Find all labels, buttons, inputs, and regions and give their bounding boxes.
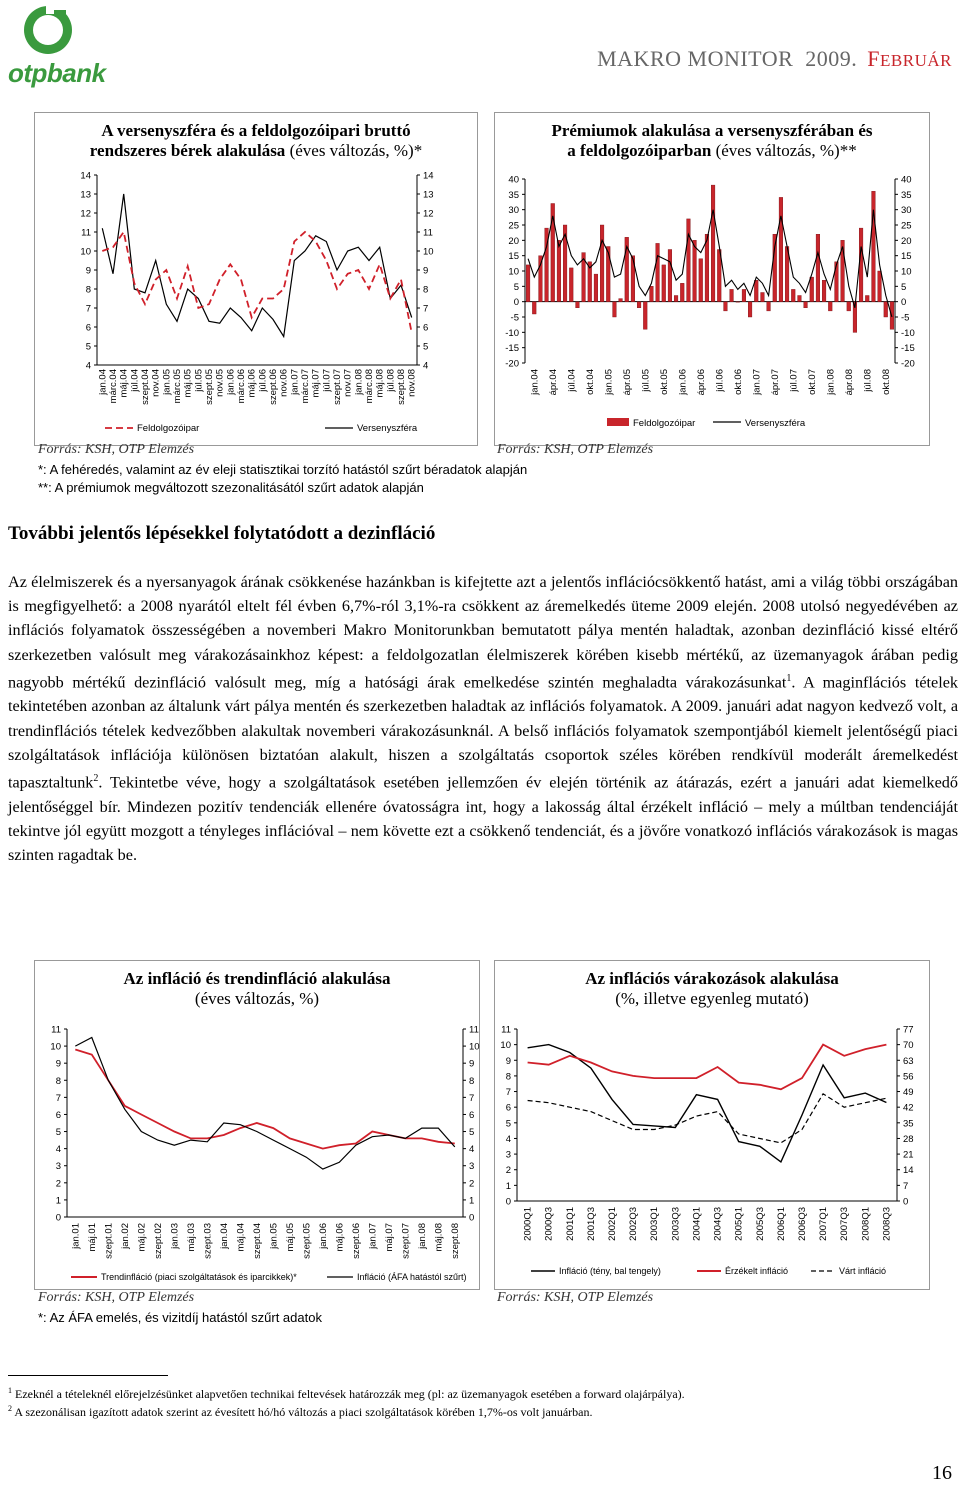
x-tick-label: szept.08 xyxy=(396,369,407,405)
y-tick-label-left: 11 xyxy=(81,227,91,239)
bar-feldolgozoipar xyxy=(693,240,697,301)
x-tick-label: márc.08 xyxy=(364,369,375,404)
otpbank-logo xyxy=(2,2,106,90)
bar-feldolgozoipar xyxy=(872,191,876,301)
footnote-1-text: Ezeknél a tételeknél előrejelzésünket alapvetően technikai feltevések határozzák meg (pl: az üzemanyagok esetében a forward olajárpálya). xyxy=(15,1387,685,1401)
y-tick-label-left: -15 xyxy=(505,343,519,355)
y-tick-label-left: 5 xyxy=(85,341,91,353)
x-tick-label: szept.03 xyxy=(202,1223,214,1259)
bar-feldolgozoipar xyxy=(742,289,746,301)
x-tick-label: júl.08 xyxy=(862,369,874,392)
x-tick-label: ápr.08 xyxy=(843,369,855,396)
y-tick-label-left: 14 xyxy=(80,170,91,182)
bar-feldolgozoipar xyxy=(878,271,882,302)
y-tick-label-right: -5 xyxy=(901,312,910,324)
x-tick-label: szept.04 xyxy=(251,1223,263,1259)
x-tick-label: 2002Q3 xyxy=(628,1207,640,1241)
y-tick-label-left: 0 xyxy=(55,1212,61,1224)
report-title xyxy=(597,46,952,72)
x-tick-label: jan.04 xyxy=(218,1223,230,1249)
x-tick-label: júl.05 xyxy=(640,369,652,392)
series-line-erzekelt-inflacio xyxy=(528,1045,887,1090)
x-tick-label: szept.06 xyxy=(350,1223,362,1259)
x-tick-label: máj.08 xyxy=(433,1223,445,1252)
report-month-cap: F xyxy=(867,46,881,71)
wages-chart-box xyxy=(34,112,478,446)
y-tick-label-right: 14 xyxy=(903,1165,914,1177)
paragraph-part-2: . A maginflációs tételek tekintetében azonban az általunk várt pálya mentén és szerkezetben haladtak az inflációs folyamatok. A 2009. januári adat nagyon kedvező volt, a trendinflációs tételek kedvezőbben alakultak novemberi várakozásunknál. A belső inflációs folyamatok szempontjából kiemelt jelentőségű piaci szolgáltatások inflációja különösen biztatóan alakult, hiszen a szolgáltatás csoportok széles körében rendkívül moderált áremelkedést tapasztaltunk xyxy=(8,673,958,792)
y-tick-label-right: 7 xyxy=(469,1092,475,1104)
y-tick-label-right: 40 xyxy=(901,174,912,186)
x-tick-label: júl.07 xyxy=(321,369,333,392)
x-tick-label: szept.05 xyxy=(204,369,215,405)
bar-feldolgozoipar xyxy=(637,302,641,308)
bar-feldolgozoipar xyxy=(748,302,752,317)
y-tick-label-left: 9 xyxy=(505,1055,511,1067)
y-tick-label-left: 9 xyxy=(85,265,91,277)
y-tick-label-right: 5 xyxy=(469,1127,475,1139)
expectations-title-line2: (%, illetve egyenleg mutató) xyxy=(615,989,809,1008)
paragraph-part-1: Az élelmiszerek és a nyersanyagok árának csökkenése hazánkban is kifejtette azt a jelentős inflációcsökkentő hatást, ami a világ többi országában is megfigyelhető: a 2008 nyarától eltelt fél évben 6,7%-ról 3,1%-ra csökkent az áremelkedés üteme 2009 elején. 2008 utolsó negyedévében az inflációs folyamatok összességében a novemberi Makro Monitorunkban bemutatott pálya mentén haladtak, azonban dezinfláció kissé eltérő szerkezetben valósult meg várakozásainkhoz képest: a feldolgozatlan élelmiszerek körében kisebb mértékű, az üzemanyagok árában pedig nagyobb mértékű dezinfláció valósult meg, míg a hatósági árak emelkedése szintén meghaladta várakozásunkat xyxy=(8,573,958,692)
y-tick-label-left: 10 xyxy=(80,246,91,258)
bar-feldolgozoipar xyxy=(619,299,623,302)
bar-feldolgozoipar xyxy=(810,277,814,302)
x-tick-label: nov.04 xyxy=(150,369,162,397)
inflation-title-line1: Az infláció és trendinfláció alakulása xyxy=(123,969,391,988)
x-tick-label: szept.07 xyxy=(400,1223,412,1259)
x-tick-label: szept.05 xyxy=(301,1223,313,1259)
x-tick-label: máj.02 xyxy=(136,1223,148,1252)
y-tick-label-left: 5 xyxy=(55,1127,61,1139)
y-tick-label-right: -10 xyxy=(901,327,915,339)
x-tick-label: máj.07 xyxy=(310,369,322,398)
x-tick-label: jan.05 xyxy=(603,369,615,395)
bar-feldolgozoipar xyxy=(884,302,888,317)
y-tick-label-right: 28 xyxy=(903,1133,914,1145)
x-tick-label: 2007Q3 xyxy=(839,1207,851,1241)
bar-feldolgozoipar xyxy=(606,247,610,302)
y-tick-label-right: 8 xyxy=(423,284,429,296)
y-tick-label-left: 8 xyxy=(85,284,91,296)
y-tick-label-left: 6 xyxy=(85,322,91,334)
y-tick-label-right: 30 xyxy=(901,205,912,217)
bar-feldolgozoipar xyxy=(865,296,869,302)
inflation-chart-box xyxy=(34,960,480,1290)
y-tick-label-right: 70 xyxy=(903,1040,914,1052)
wages-source: Forrás: KSH, OTP Elemzés xyxy=(38,442,195,457)
y-tick-label-left: 20 xyxy=(508,235,519,247)
bar-feldolgozoipar xyxy=(643,302,647,330)
x-tick-label: júl.08 xyxy=(385,369,397,392)
y-tick-label-right: 2 xyxy=(469,1178,475,1190)
bar-feldolgozoipar xyxy=(600,225,604,302)
y-tick-label-left: 10 xyxy=(500,1040,511,1052)
y-tick-label-right: 10 xyxy=(423,246,434,258)
y-tick-label-left: -20 xyxy=(505,358,519,370)
footnote-2-number: 2 xyxy=(8,1404,12,1413)
x-tick-label: okt.06 xyxy=(732,369,744,395)
bar-feldolgozoipar xyxy=(569,268,573,302)
footnote-ref-2[interactable]: 2 xyxy=(93,773,99,785)
x-tick-label: jan.03 xyxy=(169,1223,181,1249)
x-tick-label: 2002Q1 xyxy=(607,1207,618,1241)
bonuses-title-suffix: (éves változás, %)** xyxy=(715,141,857,160)
bar-feldolgozoipar xyxy=(754,280,758,302)
x-tick-label: 2004Q1 xyxy=(691,1207,703,1241)
legend-label-versenyszfera: Versenyszféra xyxy=(357,423,418,434)
x-tick-label: jan.05 xyxy=(161,369,173,395)
y-tick-label-left: 1 xyxy=(55,1195,61,1207)
bar-feldolgozoipar xyxy=(761,293,765,302)
series-line-inflacio-teny xyxy=(528,1045,887,1162)
y-tick-label-right: 4 xyxy=(423,360,429,372)
footnote-1 xyxy=(8,1386,685,1402)
bar-feldolgozoipar xyxy=(791,289,795,301)
x-tick-label: máj.06 xyxy=(246,369,258,398)
y-tick-label-left: 10 xyxy=(508,266,519,278)
x-tick-label: 2003Q3 xyxy=(670,1207,682,1241)
series-line-vart-inflacio xyxy=(528,1094,887,1143)
y-tick-label-right: 5 xyxy=(423,341,429,353)
x-tick-label: 2001Q1 xyxy=(564,1207,576,1241)
y-tick-label-right: -15 xyxy=(901,343,915,355)
y-tick-label-left: 11 xyxy=(51,1024,61,1036)
y-tick-label-right: 6 xyxy=(469,1109,475,1121)
x-tick-label: máj.04 xyxy=(235,1223,247,1252)
y-tick-label-right: 15 xyxy=(901,251,912,263)
x-tick-label: jan.02 xyxy=(119,1223,131,1249)
otp-logo-icon xyxy=(2,2,102,62)
legend-label-versenyszfera: Versenyszféra xyxy=(745,418,806,429)
bar-feldolgozoipar xyxy=(847,302,851,311)
x-tick-label: nov.07 xyxy=(342,369,354,397)
x-tick-label: júl.06 xyxy=(714,369,726,392)
legend-label-feldolgozoipar: Feldolgozóipar xyxy=(633,418,696,429)
bar-feldolgozoipar xyxy=(650,286,654,301)
page-number: 16 xyxy=(932,1462,952,1484)
footnote-1-number: 1 xyxy=(8,1386,12,1395)
footnote-ref-1[interactable]: 1 xyxy=(786,672,792,684)
x-tick-label: szept.01 xyxy=(103,1223,115,1259)
y-tick-label-left: 6 xyxy=(55,1109,61,1121)
y-tick-label-left: -5 xyxy=(510,312,519,324)
y-tick-label-right: 11 xyxy=(423,227,433,239)
bar-feldolgozoipar xyxy=(594,274,598,302)
x-tick-label: júl.04 xyxy=(129,369,141,392)
x-tick-label: 2003Q1 xyxy=(649,1207,661,1241)
x-tick-label: jan.07 xyxy=(751,369,763,395)
y-tick-label-left: 2 xyxy=(55,1178,61,1190)
x-tick-label: 2007Q1 xyxy=(818,1207,830,1241)
y-tick-label-right: 63 xyxy=(903,1055,914,1067)
wages-title-suffix: (éves változás, %)* xyxy=(289,141,423,160)
x-tick-label: máj.05 xyxy=(182,369,194,398)
x-tick-label: 2005Q1 xyxy=(733,1207,745,1241)
expectations-chart-box xyxy=(494,960,930,1290)
bonuses-title-line2: a feldolgozóiparban xyxy=(567,141,712,160)
y-tick-label-left: 7 xyxy=(85,303,91,315)
bar-feldolgozoipar xyxy=(724,302,728,311)
y-tick-label-right: 0 xyxy=(901,297,907,309)
x-tick-label: ápr.05 xyxy=(621,369,633,396)
x-tick-label: 2005Q3 xyxy=(754,1207,766,1241)
x-tick-label: szept.02 xyxy=(152,1223,164,1259)
report-name: MAKRO MONITOR xyxy=(597,46,794,71)
x-tick-label: márc.04 xyxy=(108,369,119,404)
bar-feldolgozoipar xyxy=(730,289,734,301)
bar-feldolgozoipar xyxy=(779,197,783,301)
y-tick-label-left: 7 xyxy=(505,1087,511,1099)
y-tick-label-left: 1 xyxy=(505,1180,511,1192)
bar-feldolgozoipar xyxy=(736,302,740,303)
x-tick-label: okt.07 xyxy=(806,369,818,395)
legend-label-feldolgozoipar: Feldolgozóipar xyxy=(137,423,200,434)
y-tick-label-left: 4 xyxy=(55,1144,61,1156)
y-tick-label-right: 7 xyxy=(903,1180,909,1192)
x-tick-label: 2008Q1 xyxy=(860,1207,872,1241)
y-tick-label-right: 0 xyxy=(469,1212,475,1224)
x-tick-label: máj.03 xyxy=(185,1223,197,1252)
y-tick-label-left: 5 xyxy=(505,1118,511,1130)
note-2: **: A prémiumok megváltozott szezonalitásától szűrt adatok alapján xyxy=(38,480,424,495)
y-tick-label-left: 15 xyxy=(508,251,519,263)
y-tick-label-right: 49 xyxy=(903,1087,914,1099)
y-tick-label-right: 9 xyxy=(469,1058,475,1070)
x-tick-label: jan.04 xyxy=(97,369,109,395)
bar-feldolgozoipar xyxy=(687,219,691,302)
legend-label-inflacio: Infláció (ÁFA hatástól szűrt) xyxy=(357,1272,467,1282)
y-tick-label-left: 8 xyxy=(55,1075,61,1087)
y-tick-label-left: 13 xyxy=(80,189,91,201)
bonuses-title-line1: Prémiumok alakulása a versenyszférában és xyxy=(551,121,873,140)
x-tick-label: jan.04 xyxy=(529,369,541,395)
legend-swatch-feldolgozoipar xyxy=(607,418,629,426)
footnote-divider xyxy=(8,1375,168,1376)
bar-feldolgozoipar xyxy=(613,302,617,317)
x-tick-label: 2008Q3 xyxy=(881,1207,893,1241)
x-tick-label: okt.05 xyxy=(658,369,670,395)
x-tick-label: jan.08 xyxy=(353,369,365,395)
y-tick-label-left: 3 xyxy=(505,1149,511,1161)
x-tick-label: jan.01 xyxy=(70,1223,82,1249)
y-tick-label-right: 25 xyxy=(901,220,912,232)
x-tick-label: máj.01 xyxy=(86,1223,98,1252)
x-tick-label: máj.05 xyxy=(284,1223,296,1252)
y-tick-label-left: 3 xyxy=(55,1161,61,1173)
y-tick-label-right: 35 xyxy=(901,189,912,201)
body-paragraph xyxy=(8,570,958,867)
series-line-feldolgozoipar xyxy=(102,194,411,337)
bonuses-chart xyxy=(495,113,931,447)
x-tick-label: ápr.07 xyxy=(769,369,781,396)
x-tick-label: jan.05 xyxy=(268,1223,280,1249)
note-1: *: A fehéredés, valamint az év eleji statisztikai torzító hatástól szűrt béradatok alapján xyxy=(38,462,528,477)
y-tick-label-right: 35 xyxy=(903,1118,914,1130)
y-tick-label-right: 9 xyxy=(423,265,429,277)
expectations-title-line1: Az inflációs várakozások alakulása xyxy=(585,969,839,988)
bonuses-source: Forrás: KSH, OTP Elemzés xyxy=(497,442,654,457)
y-tick-label-right: -20 xyxy=(901,358,915,370)
x-tick-label: júl.05 xyxy=(193,369,205,392)
bar-feldolgozoipar xyxy=(526,265,530,302)
x-tick-label: okt.04 xyxy=(584,369,596,395)
y-tick-label-right: 10 xyxy=(901,266,912,278)
x-tick-label: júl.06 xyxy=(257,369,269,392)
x-tick-label: jan.07 xyxy=(367,1223,379,1249)
y-tick-label-left: 6 xyxy=(505,1102,511,1114)
paragraph-part-3: . Tekintetbe véve, hogy a szolgáltatások esetében jellemzően év elején történik az átárazás, ezért a januári adat kiemelkedő jelentőséggel bír. Mindezen pozitív tendenciák ellenére óvatosságra int, hogy a lakosság által érzékelt infláció – mely a múltban tendenciáját tekintve jól együtt mozgott a tényleges inflációval – nem követte ezt a csökkenő tendenciát, és a jövőre vonatkozó inflációs várakozások is magas szinten ragadtak be. xyxy=(8,773,958,865)
x-tick-label: máj.08 xyxy=(374,369,386,398)
section-heading: További jelentős lépésekkel folytatódott a dezinfláció xyxy=(8,523,436,544)
y-tick-label-right: 0 xyxy=(903,1196,909,1208)
x-tick-label: jan.06 xyxy=(677,369,689,395)
wages-title-line2: rendszeres bérek alakulása xyxy=(89,141,286,160)
x-tick-label: jan.08 xyxy=(825,369,837,395)
x-tick-label: márc.07 xyxy=(300,369,311,404)
x-tick-label: 2000Q3 xyxy=(543,1207,555,1241)
expectations-source: Forrás: KSH, OTP Elemzés xyxy=(497,1290,654,1305)
y-tick-label-right: 4 xyxy=(469,1144,475,1156)
y-tick-label-left: 30 xyxy=(508,205,519,217)
y-tick-label-right: 56 xyxy=(903,1071,914,1083)
x-tick-label: júl.07 xyxy=(788,369,800,392)
x-tick-label: márc.06 xyxy=(236,369,247,404)
x-tick-label: júl.04 xyxy=(566,369,578,392)
x-tick-label: máj.04 xyxy=(118,369,130,398)
y-tick-label-left: 0 xyxy=(505,1196,511,1208)
y-tick-label-left: 8 xyxy=(505,1071,511,1083)
y-tick-label-right: 11 xyxy=(469,1024,479,1036)
x-tick-label: 2006Q1 xyxy=(775,1207,787,1241)
y-tick-label-right: 21 xyxy=(903,1149,914,1161)
x-tick-label: jan.06 xyxy=(225,369,237,395)
bar-feldolgozoipar xyxy=(816,234,820,302)
bar-feldolgozoipar xyxy=(557,240,561,301)
y-tick-label-right: 8 xyxy=(469,1075,475,1087)
x-tick-label: szept.07 xyxy=(332,369,343,405)
y-tick-label-left: 40 xyxy=(508,174,519,186)
x-tick-label: szept.08 xyxy=(449,1223,461,1259)
y-tick-label-left: 9 xyxy=(55,1058,61,1070)
footnote-2 xyxy=(8,1404,592,1420)
y-tick-label-right: 12 xyxy=(423,208,434,220)
wages-chart xyxy=(35,113,479,447)
bar-feldolgozoipar xyxy=(767,302,771,311)
series-line-trendinflacio xyxy=(75,1050,455,1149)
x-tick-label: ápr.04 xyxy=(547,369,559,396)
bar-feldolgozoipar xyxy=(699,259,703,302)
wages-title-line1: A versenyszféra és a feldolgozóipari bruttó xyxy=(101,121,411,140)
y-tick-label-right: 5 xyxy=(901,281,907,293)
y-tick-label-left: -10 xyxy=(505,327,519,339)
footnote-2-text: A szezonálisan igazított adatok szerint az évesített hó/hó változás a piaci szolgáltatások körében 1,7%-os volt januárban. xyxy=(14,1405,593,1419)
x-tick-label: 2000Q1 xyxy=(522,1207,534,1241)
x-tick-label: 2006Q3 xyxy=(797,1207,808,1241)
x-tick-label: okt.08 xyxy=(880,369,892,395)
bar-feldolgozoipar xyxy=(711,185,715,302)
expectations-chart xyxy=(495,961,931,1291)
x-tick-label: 2004Q3 xyxy=(712,1207,724,1241)
bar-feldolgozoipar xyxy=(662,265,666,302)
report-year: 2009. xyxy=(805,46,858,71)
x-tick-label: nov.05 xyxy=(214,369,226,397)
inflation-chart xyxy=(35,961,481,1291)
report-month: EBRUÁR xyxy=(880,51,952,70)
y-tick-label-right: 7 xyxy=(423,303,429,315)
y-tick-label-left: 0 xyxy=(513,297,519,309)
x-tick-label: márc.05 xyxy=(172,369,183,404)
bar-feldolgozoipar xyxy=(705,234,709,302)
series-line-inflacio xyxy=(75,1038,455,1170)
y-tick-label-right: 13 xyxy=(423,189,434,201)
y-tick-label-left: 7 xyxy=(55,1092,61,1104)
inflation-source: Forrás: KSH, OTP Elemzés xyxy=(38,1290,195,1305)
y-tick-label-left: 5 xyxy=(513,281,519,293)
legend-label-inflacio-teny: Infláció (tény, bal tengely) xyxy=(559,1266,661,1276)
bar-feldolgozoipar xyxy=(668,250,672,302)
x-tick-label: máj.06 xyxy=(334,1223,346,1252)
bar-feldolgozoipar xyxy=(576,302,580,308)
x-tick-label: máj.07 xyxy=(383,1223,395,1252)
y-tick-label-right: 20 xyxy=(901,235,912,247)
x-tick-label: szept.06 xyxy=(268,369,279,405)
bar-feldolgozoipar xyxy=(798,296,802,302)
y-tick-label-right: 10 xyxy=(469,1041,480,1053)
inflation-title-line2: (éves változás, %) xyxy=(194,989,320,1008)
x-tick-label: ápr.06 xyxy=(695,369,707,396)
x-tick-label: 2001Q3 xyxy=(585,1207,597,1241)
x-tick-label: szept.04 xyxy=(140,369,151,405)
y-tick-label-left: 2 xyxy=(505,1165,511,1177)
bar-feldolgozoipar xyxy=(804,302,808,308)
y-tick-label-right: 1 xyxy=(469,1195,475,1207)
y-tick-label-left: 10 xyxy=(50,1041,61,1053)
bar-feldolgozoipar xyxy=(828,302,832,311)
y-tick-label-right: 14 xyxy=(423,170,434,182)
legend-label-trendinflacio: Trendinfláció (piaci szolgáltatások és iparcikkek)* xyxy=(101,1272,297,1282)
bar-feldolgozoipar xyxy=(656,243,660,301)
legend-label-erzekelt-inflacio: Érzékelt infláció xyxy=(725,1266,789,1276)
y-tick-label-left: 25 xyxy=(508,220,519,232)
x-tick-label: jan.08 xyxy=(416,1223,428,1249)
y-tick-label-left: 35 xyxy=(508,189,519,201)
bar-feldolgozoipar xyxy=(822,280,826,302)
x-tick-label: jan.07 xyxy=(289,369,301,395)
x-tick-label: jan.06 xyxy=(317,1223,329,1249)
y-tick-label-left: 4 xyxy=(505,1133,511,1145)
y-tick-label-right: 6 xyxy=(423,322,429,334)
legend-label-vart-inflacio: Várt infláció xyxy=(839,1266,887,1276)
y-tick-label-left: 12 xyxy=(80,208,91,220)
bar-feldolgozoipar xyxy=(680,283,684,301)
x-tick-label: nov.06 xyxy=(278,369,290,397)
y-tick-label-right: 42 xyxy=(903,1102,914,1114)
y-tick-label-right: 3 xyxy=(469,1161,475,1173)
bar-feldolgozoipar xyxy=(674,296,678,302)
y-tick-label-left: 11 xyxy=(501,1024,511,1036)
y-tick-label-right: 77 xyxy=(903,1024,914,1036)
inflation-note: *: Az ÁFA emelés, és vizitdíj hatástól szűrt adatok xyxy=(38,1310,322,1325)
y-tick-label-left: 4 xyxy=(85,360,91,372)
x-tick-label: nov.08 xyxy=(406,369,418,397)
bar-feldolgozoipar xyxy=(532,302,536,314)
bonuses-chart-box xyxy=(494,112,930,446)
logo-text: otpbank xyxy=(8,58,106,88)
